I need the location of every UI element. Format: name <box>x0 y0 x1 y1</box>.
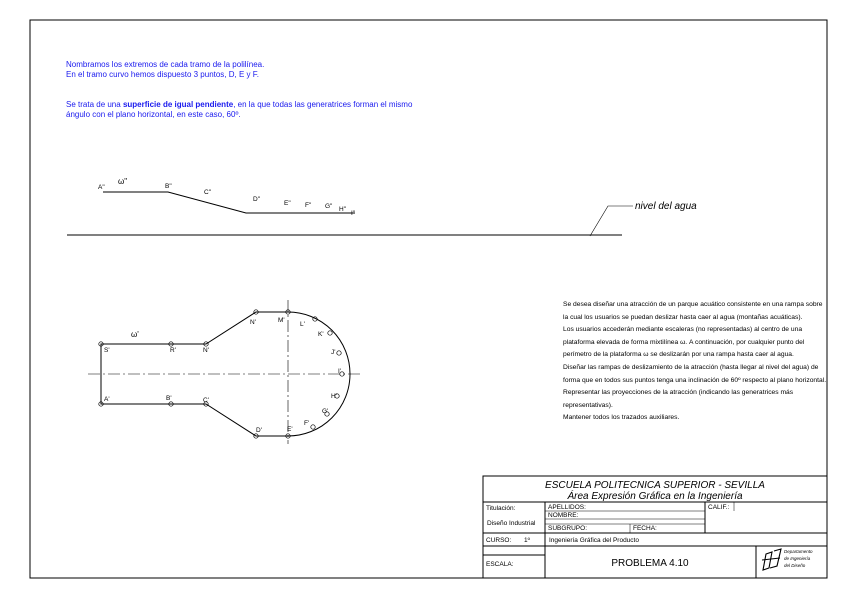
label-c-plan: C' <box>203 397 209 404</box>
label-n-outer-plan: N' <box>250 319 256 326</box>
subgrupo-field: SUBGRUPO: <box>548 525 588 532</box>
label-b-plan: B' <box>166 395 172 402</box>
statement-paragraph: Representar las proyecciones de la atracción (indicando las generatrices más representativas). <box>563 389 794 409</box>
subject-name: Ingeniería Gráfica del Producto <box>549 537 639 544</box>
label-g-plan: G' <box>322 408 329 415</box>
curso-label: CURSO: <box>486 537 512 544</box>
titulacion-label: Titulación: <box>486 505 516 512</box>
label-f-plan: F' <box>304 420 310 427</box>
label-i-elev: I" <box>351 210 356 217</box>
dept-line1: Departamento <box>784 549 813 554</box>
label-i-plan: I' <box>338 368 342 375</box>
statement-paragraph: Los usuarios accederán mediante escaleras (no representadas) al centro de una plataforma elevada de forma mixtilínea ω. A continuación, por cualquier punto del perímetro de la plataforma ω se deslizarán por una rampa hasta caer al agua. <box>563 326 805 359</box>
label-g-elev: G" <box>325 203 333 210</box>
label-j-plan: J' <box>331 349 336 356</box>
school-name: ESCUELA POLITECNICA SUPERIOR - SEVILLA <box>545 480 765 491</box>
label-h-elev: H" <box>339 206 347 213</box>
label-l-plan: L' <box>300 321 305 328</box>
label-s-plan: S' <box>104 347 110 354</box>
label-r-plan: R' <box>170 347 176 354</box>
label-a-elev: A" <box>98 184 105 191</box>
curso-value: 1º <box>524 537 530 544</box>
label-b-elev: B" <box>165 183 172 190</box>
note-surface-bold: superficie de igual pendiente <box>122 100 234 109</box>
label-e-plan: E' <box>287 426 293 433</box>
elevation-view <box>67 177 697 236</box>
apellidos-field: APELLIDOS: <box>548 504 586 511</box>
title-block <box>483 476 827 578</box>
statement-paragraph: Mantener todos los trazados auxiliares. <box>563 414 680 422</box>
note-surface <box>66 100 412 110</box>
label-h-plan: H' <box>331 393 337 400</box>
area-name: Área Expresión Gráfica en la Ingeniería <box>567 491 743 502</box>
dept-line2: de Ingeniería <box>784 556 811 561</box>
statement-paragraph: Se desea diseñar una atracción de un parque acuático consistente en una rampa sobre la cual los usuarios se puedan deslizar hasta caer al agua (montañas acuáticas). <box>563 301 823 321</box>
label-c-elev: C" <box>204 189 212 196</box>
dept-line3: del Diseño <box>784 563 806 568</box>
omega-elevation-label: ω" <box>118 177 128 186</box>
label-n-inner-plan: N' <box>203 347 209 354</box>
label-d-plan: D' <box>256 427 262 434</box>
note-surface-end: , en la que todas las generatrices forman el mismo <box>233 100 413 109</box>
calif-field: CALIF.: <box>708 504 730 511</box>
escala-label: ESCALA: <box>486 561 514 568</box>
problem-statement <box>563 299 827 425</box>
note-surface-line2: ángulo con el plano horizontal, en este caso, 60º. <box>66 110 241 119</box>
statement-paragraph: Diseñar las rampas de deslizamiento de la atracción (hasta llegar al nivel del agua) de forma que en todos sus puntos tenga una inclinación de 60º respecto al plano horizontal. <box>563 363 827 384</box>
label-k-plan: K' <box>318 331 324 338</box>
label-m-plan: M' <box>278 317 285 324</box>
note-line2: En el tramo curvo hemos dispuesto 3 puntos, D, E y F. <box>66 70 259 79</box>
note-surface-start: Se trata de una <box>66 100 123 109</box>
omega-plan-label: ω' <box>131 330 139 339</box>
fecha-field: FECHA: <box>633 525 657 532</box>
label-e-elev: E" <box>284 200 291 207</box>
note-line1: Nombramos los extremos de cada tramo de la polilínea. <box>66 60 265 69</box>
nombre-field: NOMBRE: <box>548 512 579 519</box>
label-d-elev: D" <box>253 196 261 203</box>
label-f-elev: F" <box>305 202 312 209</box>
plan-view <box>88 300 360 444</box>
department-logo <box>762 549 781 570</box>
problem-number: PROBLEMA 4.10 <box>611 558 689 569</box>
water-level-leader <box>590 206 633 236</box>
label-a-plan: A' <box>104 396 110 403</box>
elevation-polyline <box>103 192 355 213</box>
water-level-label: nivel del agua <box>635 201 697 212</box>
titulacion-value: Diseño Industrial <box>487 520 536 527</box>
